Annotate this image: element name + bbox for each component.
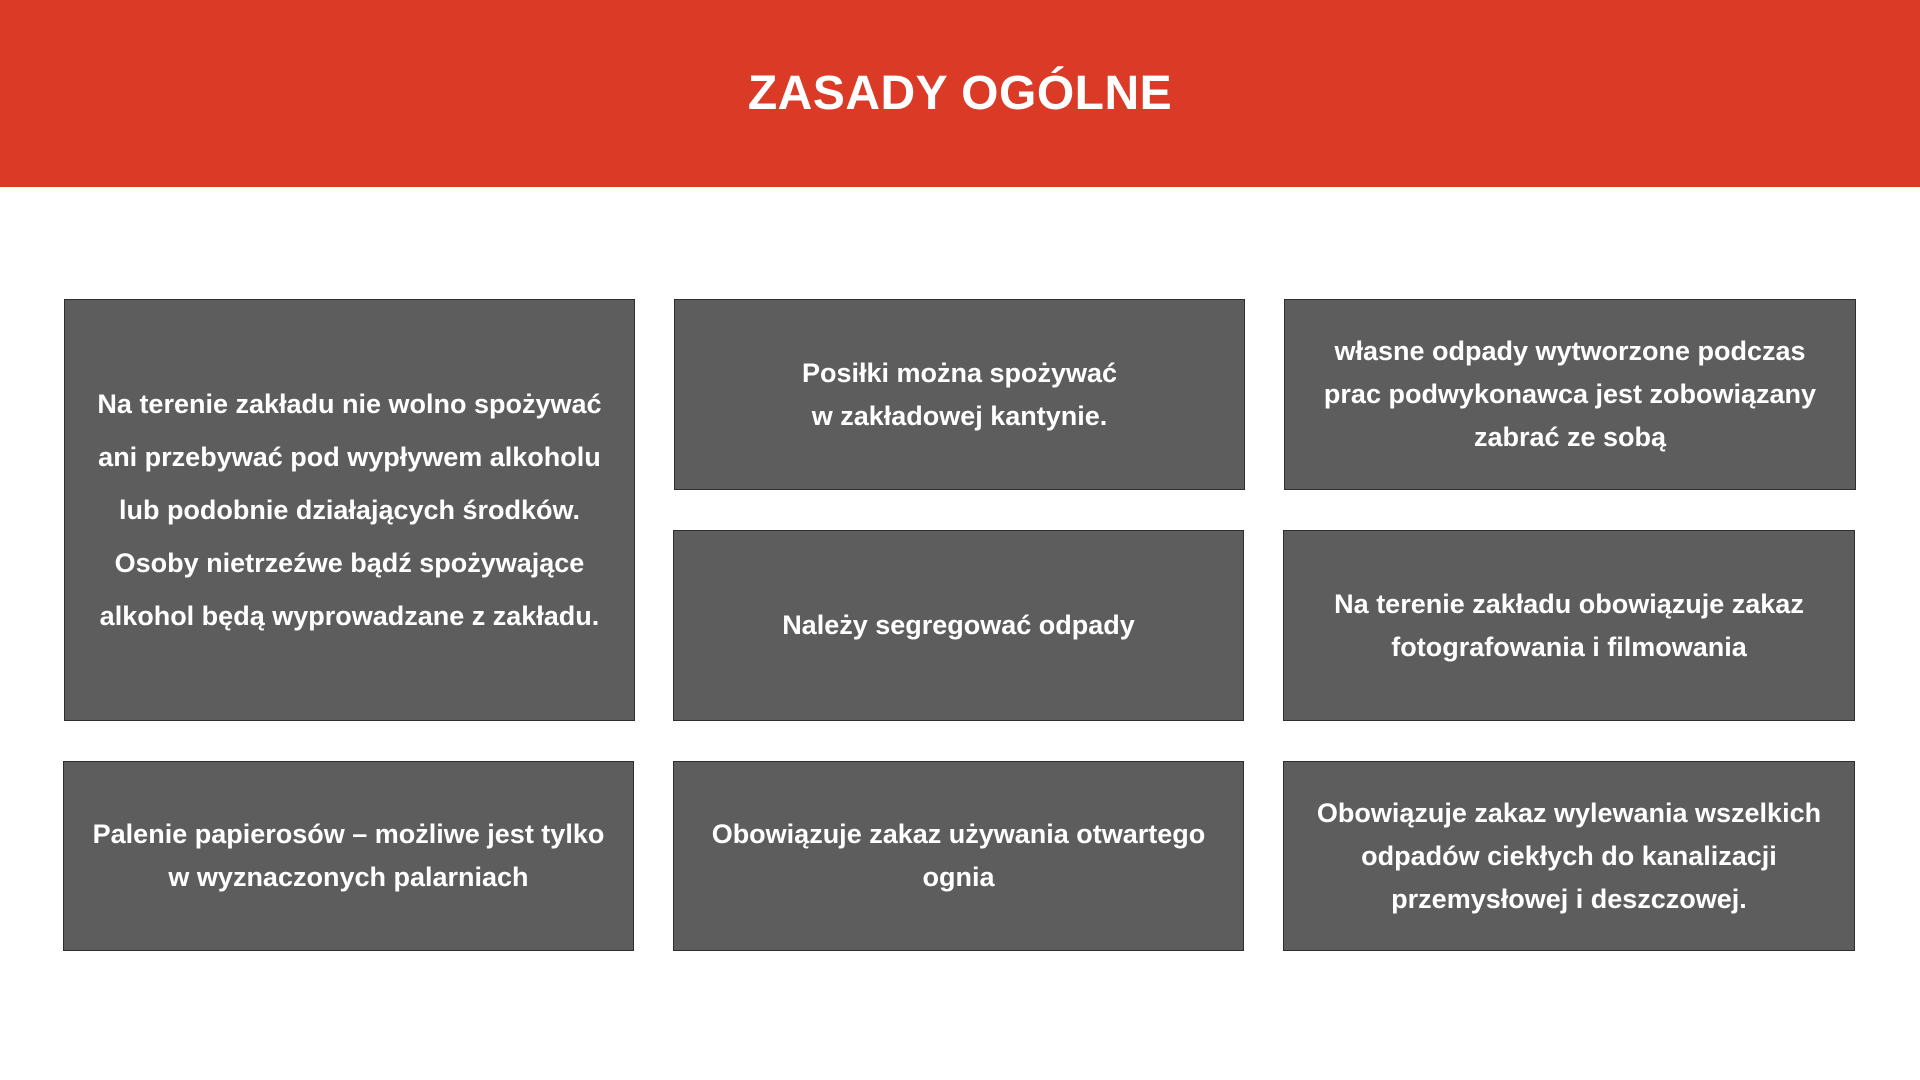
rule-text: Obowiązuje zakaz wylewania wszelkich odpadów ciekłych do kanalizacji przemysłowej i deszczowej. bbox=[1316, 797, 1822, 914]
rule-text: Palenie papierosów – możliwe jest tylko w wyznaczonych palarniach bbox=[92, 819, 605, 892]
rule-card-liquid-waste bbox=[1283, 761, 1855, 951]
rule-card-alcohol bbox=[64, 299, 635, 721]
page-title: ZASADY OGÓLNE bbox=[747, 67, 1173, 120]
rule-text: Należy segregować odpady bbox=[782, 610, 1135, 640]
header-banner bbox=[0, 0, 1920, 187]
rule-text: Na terenie zakładu obowiązuje zakaz fotografowania i filmowania bbox=[1334, 588, 1804, 662]
rule-card-waste-own bbox=[1284, 299, 1856, 490]
rule-card-meals bbox=[674, 299, 1245, 490]
rule-card-photo-ban bbox=[1283, 530, 1855, 721]
rule-text: Na terenie zakładu nie wolno spożywać ani przebywać pod wypływem alkoholu lub podobnie działających środków. Osoby nietrzeźwe bądź spożywające alkohol będą wyprowadzane z zakładu. bbox=[97, 388, 602, 631]
rule-text: Posiłki można spożywać w zakładowej kantynie. bbox=[801, 357, 1118, 431]
rule-card-smoking bbox=[63, 761, 634, 951]
rule-text: Obowiązuje zakaz używania otwartego ognia bbox=[711, 819, 1206, 892]
rule-card-waste-segregation bbox=[673, 530, 1244, 721]
rule-text: własne odpady wytworzone podczas prac podwykonawca jest zobowiązany zabrać ze sobą bbox=[1323, 336, 1817, 452]
rule-card-open-fire bbox=[673, 761, 1244, 951]
